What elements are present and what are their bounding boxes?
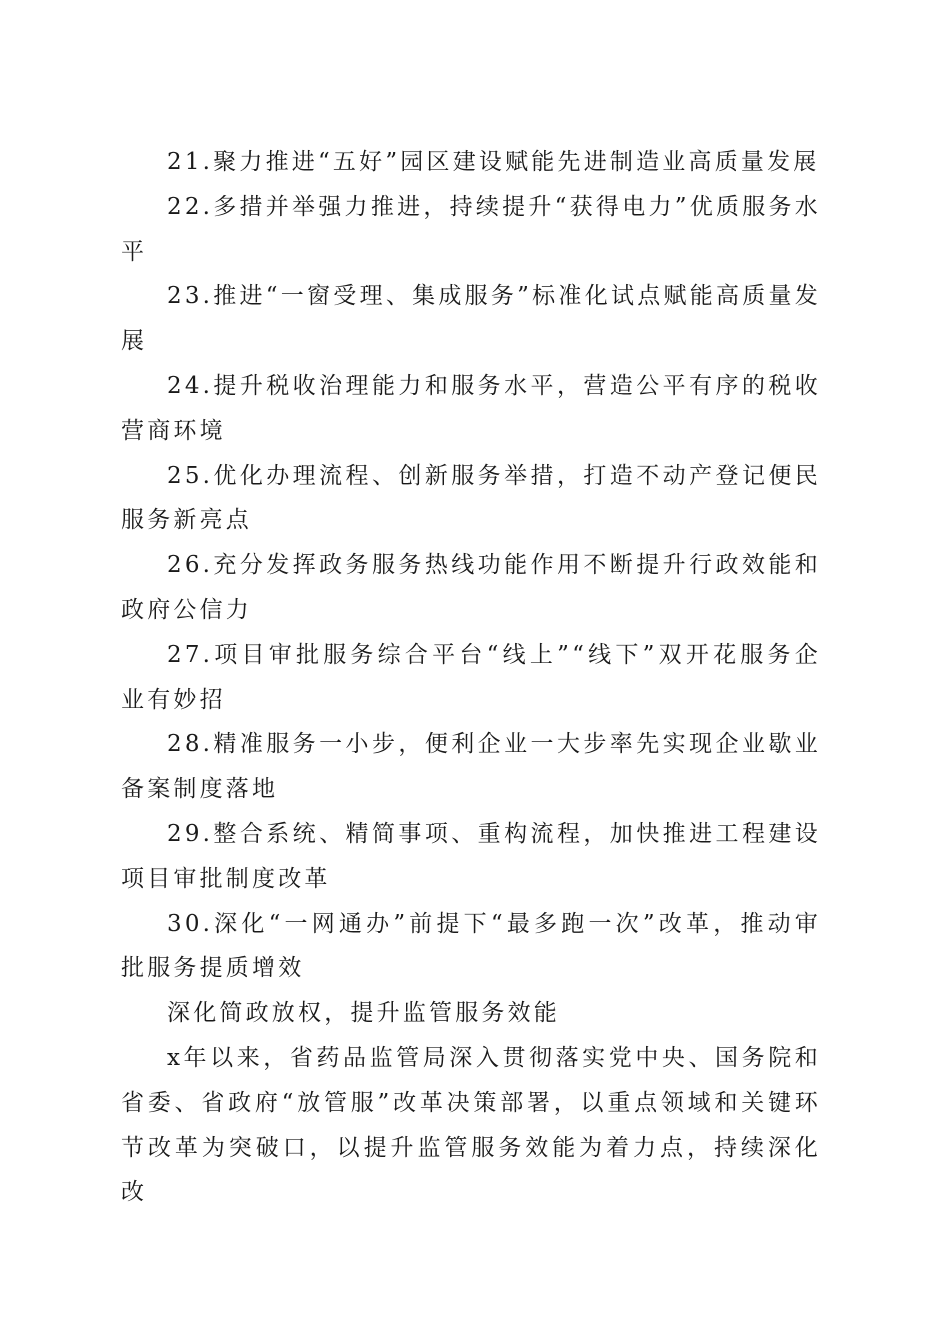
list-item-27: 27.项目审批服务综合平台“线上”“线下”双开花服务企业有妙招 bbox=[121, 641, 821, 713]
body-paragraph: x年以来，省药品监管局深入贯彻落实党中央、国务院和省委、省政府“放管服”改革决策部署，以重点领域和关键环节改革为突破口，以提升监管服务效能为着力点，持续深化改 bbox=[121, 1044, 821, 1206]
section-heading: 深化简政放权，提升监管服务效能 bbox=[167, 1000, 560, 1027]
list-item-22: 22.多措并举强力推进，持续提升“获得电力”优质服务水平 bbox=[121, 193, 821, 265]
list-item-26: 26.充分发挥政务服务热线功能作用不断提升行政效能和政府公信力 bbox=[121, 552, 821, 623]
list-item-30: 30.深化“一网通办”前提下“最多跑一次”改革，推动审批服务提质增效 bbox=[121, 910, 821, 982]
list-item-28: 28.精准服务一小步，便利企业一大步率先实现企业歇业备案制度落地 bbox=[121, 731, 821, 803]
document-body bbox=[121, 140, 821, 1215]
list-item-29: 29.整合系统、精简事项、重构流程，加快推进工程建设项目审批制度改革 bbox=[121, 820, 821, 892]
list-item-21: 21.聚力推进“五好”园区建设赋能先进制造业高质量发展 bbox=[167, 149, 820, 175]
list-item-25: 25.优化办理流程、创新服务举措，打造不动产登记便民服务新亮点 bbox=[121, 462, 821, 534]
list-item-23: 23.推进“一窗受理、集成服务”标准化试点赋能高质量发展 bbox=[121, 283, 821, 355]
list-item-24: 24.提升税收治理能力和服务水平，营造公平有序的税收营商环境 bbox=[121, 372, 821, 444]
